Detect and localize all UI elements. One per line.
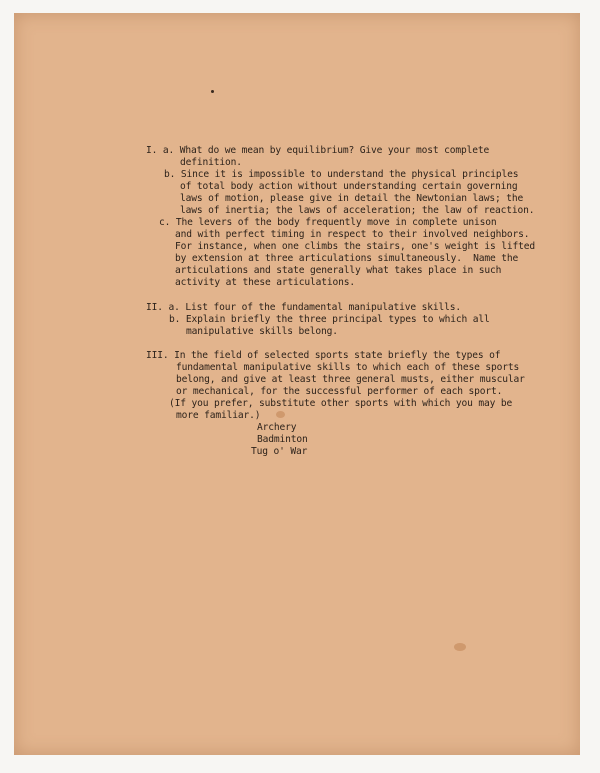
question-1b-line: b. Since it is impossible to understand the physical principles [164, 169, 519, 180]
question-1b-line: of total body action without understanding certain governing [180, 181, 518, 192]
question-1c-line: c. The levers of the body frequently move in complete unison [159, 217, 497, 228]
sport-item: Tug o' War [251, 446, 308, 457]
question-1c-line: and with perfect timing in respect to their involved neighbors. [175, 229, 530, 240]
question-3-line: or mechanical, for the successful performer of each sport. [176, 386, 503, 397]
question-1b-line: laws of motion, please give in detail the Newtonian laws; the [180, 193, 524, 204]
question-3-line: belong, and give at least three general musts, either muscular [176, 374, 525, 385]
question-1a-line: I. a. What do we mean by equilibrium? Give your most complete [146, 145, 490, 156]
typed-questions [14, 13, 580, 755]
sport-item: Badminton [257, 434, 308, 445]
question-1c-line: activity at these articulations. [175, 277, 356, 288]
question-3-line: (If you prefer, substitute other sports with which you may be [169, 398, 513, 409]
question-2a-line: II. a. List four of the fundamental manipulative skills. [146, 302, 462, 313]
question-1c-line: articulations and state generally what takes place in such [175, 265, 502, 276]
question-3-line: more familiar.) [176, 410, 261, 421]
question-1b-line: laws of inertia; the laws of acceleration; the law of reaction. [180, 205, 535, 216]
question-2b-line: b. Explain briefly the three principal types to which all [169, 314, 490, 325]
sport-item: Archery [257, 422, 297, 433]
question-1a-line: definition. [180, 157, 242, 168]
question-1c-line: For instance, when one climbs the stairs, one's weight is lifted [175, 241, 536, 252]
question-1c-line: by extension at three articulations simultaneously. Name the [175, 253, 519, 264]
question-3-line: III. In the field of selected sports state briefly the types of [146, 350, 501, 361]
question-3-line: fundamental manipulative skills to which each of these sports [176, 362, 520, 373]
question-2b-line: manipulative skills belong. [186, 326, 338, 337]
paper-sheet [14, 13, 580, 755]
